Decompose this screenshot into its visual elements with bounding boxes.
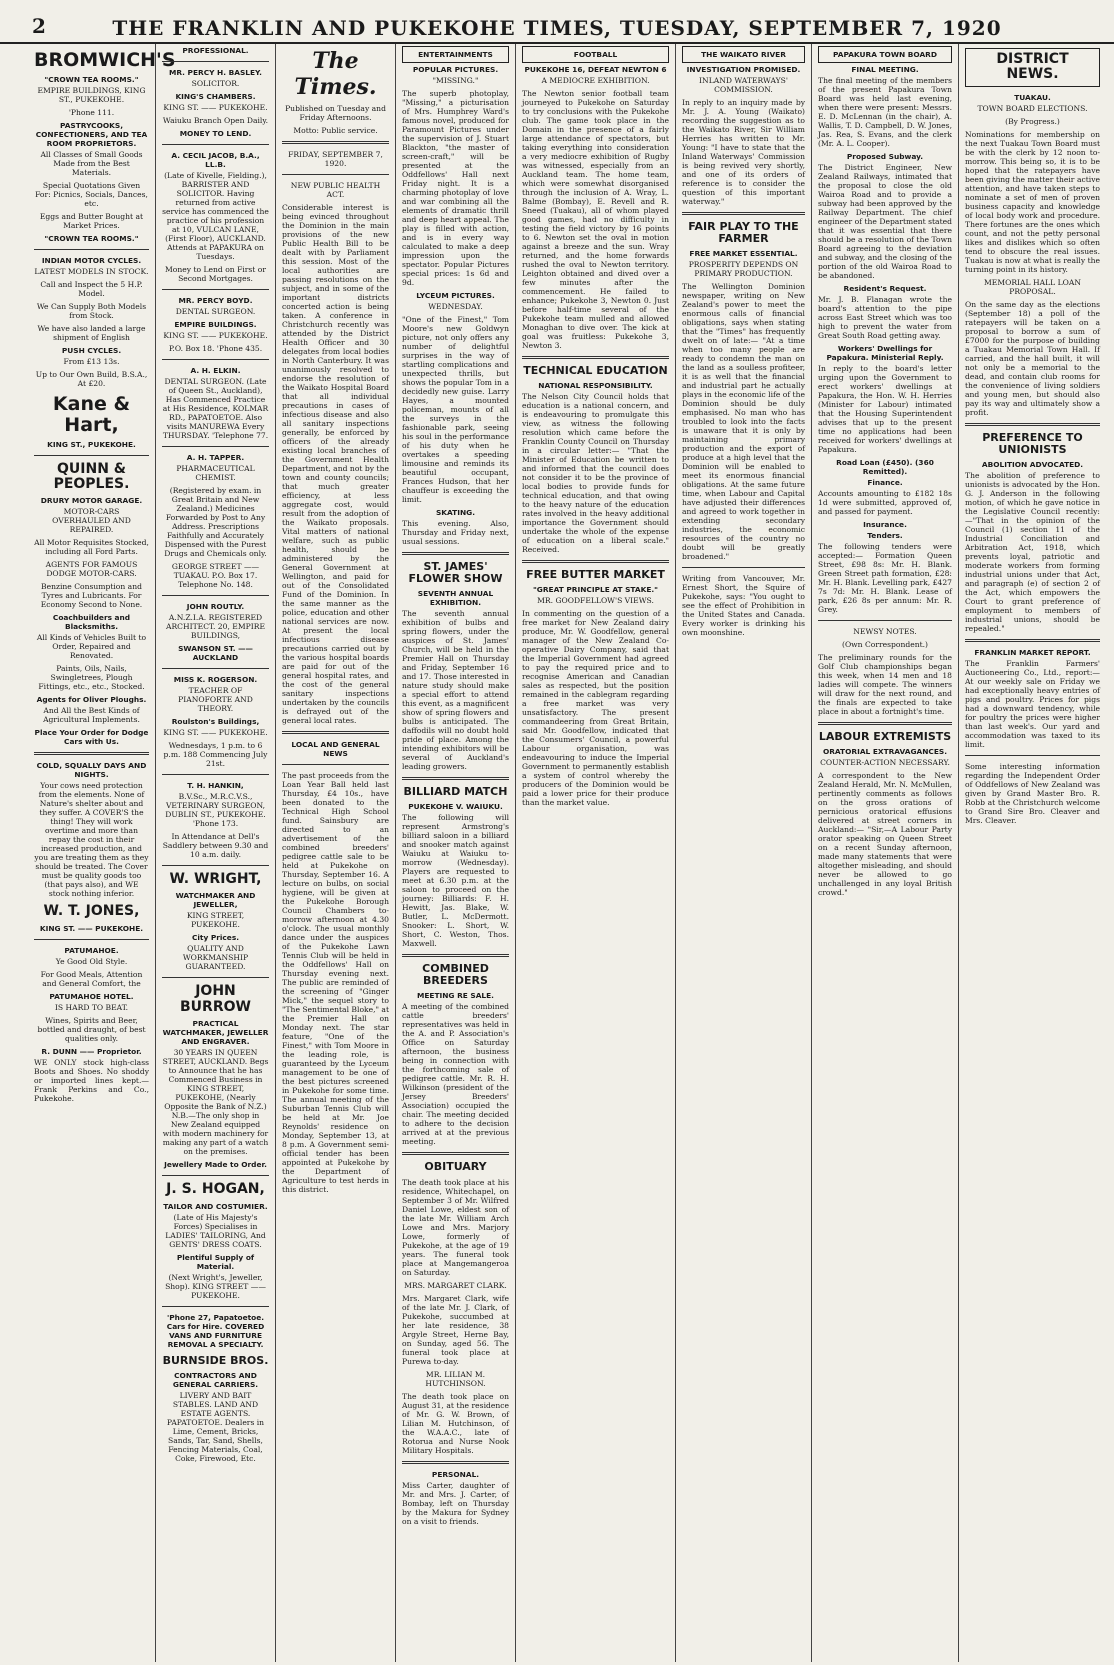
football-body: The Newton senior football team journeyed to Pukekohe on Saturday to try conclusions with the Pukekohe club. The game took place in the Domain in the presence of a fairly large attendance of spectators, but taking everything into consideration a very mediocre exhibition of Rugby was witnessed, especially from an Auckland team. The home team, which were somewhat disorganised through the inclusion of A. Wray, L. Balme (Bombay), E. Revell and R. Sneed (Tuakau), all of whom played good games, had no difficulty in testing the field victory by 16 points to 6. Newton set the oval in motion against a breeze and the sun. Wray returned, and the home forwards rushed the oval to Newton territory. Leighton obtained and dived over a few minutes after the commencement. He failed to enhance; Pukekohe 3, Newton 0. Just before half-time several of the Pukekohe team mulled and allowed Monaghan to dive over. The kick at goal was fruitless: Pukekohe 3, Newton 3. [522,89,669,350]
breeders-heading: COMBINED BREEDERS [422,962,489,988]
implements: And All the Best Kinds of Agricultural Implements. [43,706,140,725]
hogan-subtitle: TAILOR AND COSTUMIER. [163,1201,268,1211]
divider [34,752,149,755]
technical-body: The Nelson City Council holds that education is a national concern, and is endeavouring to promulgate this view, as witness the following resolution which came before the Franklin County Council on Thursday in a circular letter:— "That the Minister of Education be written to and informed that the council does not consider it to be the province of local bodies to provide funds for technical education, and that owing to the heavy nature of the education rates involved in the heavy additional importance the Government should undertake the whole of the expense of education on a liberal scale." Received. [522,392,669,555]
subway-body: The District Engineer, New Zealand Railways, intimated that the proposal to close the old Wairoa Road and to provide a subway had been approved by the Railway Department. The chief engineer of the Department stated that it was essential that there should be a resolution of the Town Board agreeing to the deviation and subway, and the closing of the portion of the old Wairoa Road to be abandoned. [818,163,952,280]
cold-days-heading: COLD, SQUALLY DAYS AND NIGHTS. [36,761,147,780]
district-news-heading: DISTRICT NEWS. [965,48,1100,87]
waiuku-branch: Waiuku Branch Open Daily. [162,116,269,125]
empire-buildings: EMPIRE BUILDINGS. [174,320,257,329]
hogan-address: (Next Wright's, Jeweller, Shop). KING STREET —— PUKEKOHE. [165,1272,266,1300]
breeders-subtitle: MEETING RE SALE. [417,991,494,1001]
routly-name: JOHN ROUTLY. [186,602,245,611]
health-body: Considerable interest is being evinced throughout the Dominion in the main provisions of the new Public Health Bill to be dealt with by Parliament this session. Most of the local authorities are passing resolutions on the subject, and in some of the important districts concerted action is being taken. A conference in Christchurch recently was attended by the District Health Officer and 30 delegates from local bodies in North Canterbury. It was unanimously resolved to endorse the resolution of the Waikato Hospital Board that all individual precautions in cases of infectious disease and also all sanitary inspections generally, be enforced by officers of the already existing local branches of the Government Health Department, and not by the town and county councils; that much greater efficiency, at less aggregate cost, would result from the adoption of the Waikato proposals. Vital matters of national welfare, such as public health, should be administered by the General Government at Wellington, and paid for out of the Consolidated Fund of the Dominion. In the same manner as the police, education and other national services are now. At present the local infectious disease precautions carried out by the various hospital boards are paid for out of the general hospital rates, and the cost of the general sanitary inspections undertaken by the councils is defrayed out of the general local rates. [282,203,389,725]
finance: Finance. [867,478,903,487]
jones-address: KING ST. —— PUKEKOHE. [39,923,144,933]
entertainments-heading: ENTERTAINMENTS [402,46,509,63]
page-number: 2 [32,14,46,38]
divider [402,1461,509,1464]
the-times-nameplate: The Times. [294,48,377,100]
divider [34,939,149,940]
divider [162,289,269,290]
burnside-body: LIVERY AND BAIT STABLES. LAND AND ESTATE AGENTS. PAPATOETOE. Dealers in Lime, Cement, Bricks, Sands, Tar, Sand, Shells, Fencing Materials, Coal, Coke, Firewood, Etc. [166,1390,265,1463]
wednesdays: Wednesdays, 1 p.m. to 6 p.m. 188 Commencing July 21st. [163,741,268,768]
divider [282,731,389,734]
clark-heading: MRS. MARGARET CLARK. [404,1280,507,1290]
dodge-order: Place Your Order for Dodge Cars with Us. [34,728,149,747]
boyd-po: P.O. Box 18. 'Phone 435. [168,344,263,353]
labour-heading: LABOUR EXTREMISTS [818,730,952,743]
lyceum-day: WEDNESDAY. [428,302,483,311]
preference-heading: PREFERENCE TO UNIONISTS [982,430,1083,456]
butter-heading: FREE BUTTER MARKET [526,568,665,582]
divider [522,356,669,359]
flower-show-body: The seventh annual exhibition of bulbs and spring flowers, under the auspices of St. James' Church, will be held in the Premier Hall on Thursday and Friday, September 16 and 17. Those interested in nature study should make a special effort to attend this event, as a magnificent show of spring flowers and bulbs is anticipated. The daffodils will no doubt hold pride of place. Among the intending exhibitors will be several of Auckland's leading growers. [402,609,509,772]
swanson-st: SWANSON ST. —— AUCKLAND [178,644,253,662]
column-4-entertainments [396,44,516,1662]
masthead [0,0,1114,44]
requisites: All Motor Requisites Stocked, including all Ford Parts. [34,538,149,557]
eggs-butter: Eggs and Butter Bought at Market Prices. [39,211,144,230]
boyd-address: KING ST. —— PUKEKOHE. [163,331,268,340]
butter-body: In commenting on the question of a free market for New Zealand dairy produce, Mr. W. Goodfellow, general manager of the New Zealand Co-operative Dairy Company, said that the Imperial Government had agreed to pay the required price and to recognise American and Canadian sales as respected, but the position remained in the cablegram regarding a free market was very unsatisfactory. The present commandeering from Great Britain, said Mr. Goodfellow, indicated that the Consumers' Council, a powerful Labour organisation, was endeavouring to induce the Imperial Government to permanently establish a system of control whereby the producers of the Dominion would be paid a lower price for their produce than the market value. [522,609,669,808]
hogan-heading: J. S. HOGAN, [166,1181,265,1198]
push-price: From £13 13s. [63,356,120,366]
memorial-body: On the same day as the elections (September 18) a poll of the ratepayers will be taken on a proposal to borrow a sum of £7000 for the purpose of building a Tuakau Memorial Town Hall. If carried, and the hall built, it will not only be a memorial to the dead, and contain club rooms for the convenience of living soldiers and young men, but should also pay its way and ultimately show a profit. [965,299,1100,417]
inland-waterways: INLAND WATERWAYS' COMMISSION. [699,76,788,94]
divider [34,455,149,456]
franklin-market: FRANKLIN MARKET REPORT. [974,647,1091,657]
benzine: Benzine Consumption and Tyres and Lubricants. For Economy Second to None. [40,582,143,610]
newsy-body: The preliminary rounds for the Golf Club championships began this week, when 14 men and 18 ladies will compete. The winners will draw for the next round, and the finals are expected to take place in about a fortnight's time. [818,653,952,716]
local-news-heading: LOCAL AND GENERAL NEWS [291,740,380,758]
finance-body: Accounts amounting to £182 18s 1d were submitted, approved of, and passed for payment. [818,489,952,516]
vehicles: All Kinds of Vehicles Built to Order, Repaired and Renovated. [36,633,147,661]
phone: 'Phone 111. [68,107,115,117]
burnside-heading: BURNSIDE BROS. [162,1353,269,1367]
personal-body: Miss Carter, daughter of Mr. and Mrs. J. Carter, of Bombay, left on Thursday by the Makura for Sydney on a visit to friends. [402,1480,509,1526]
divider [682,212,805,215]
divider [402,1152,509,1155]
editorial-date: FRIDAY, SEPTEMBER 7, 1920. [288,150,383,168]
counter-action: COUNTER-ACTION NECESSARY. [820,758,950,768]
coachbuilders: Coachbuilders and Blacksmiths. [52,613,131,632]
hutchinson-body: The death took place on August 31, at the residence of Mr. G. W. Brown, of Lilian M. Hutchinson, of the W.A.A.C., late of Rotorua and Nurse Nook Military Hospitals. [402,1391,509,1455]
crown-rooms: "CROWN TEA ROOMS." [44,74,139,84]
papakura-body: The final meeting of the members of the present Papakura Town Board was held last evening, when there were present: Messrs. E. D. McLennan (in the chair), A. Wallis, T. D. Campbell, D. W. Jones, Jas. Rea, S. Evans, and the clerk (Mr. A. L. Cooper). [818,76,952,148]
district-body: Nominations for membership on the next Tuakau Town Board must be with the clerk by 12 noon to-morrow. This being so, it is to be hoped that the ratepayers have been giving the matter their active attention, and have taken steps to nominate a set of men of proven business capacity and knowledge of local body work and procedure. There fortunes are the ones which count, and not the petty personal likes and dislikes which so often tend to obscure the real issues. Tuakau is now at what is really the turning point in its history. [965,129,1100,274]
own-build: Up to Our Own Build, B.S.A., At £20. [35,369,148,388]
missing-title: "MISSING." [432,76,479,85]
billiard-body: The following will represent Armstrong's billiard saloon in a billiard and snooker match against Waiuku at Waiuku to-morrow (Wednesday). Players are requested to meet at 6.30 p.m. at the saloon to proceed on the journey: Billiards: F. H. Hewitt, Jas. Blake, W. Butler, L. McDermott. Snooker: L. Short, W. Short, C. Weston, Thos. Maxwell. [402,813,509,949]
paints: Paints, Oils, Nails, Swingletrees, Plough Fittings, etc., etc., Stocked. [38,664,145,692]
motorcars: MOTOR-CARS OVERHAULED AND REPAIRED. [52,507,131,535]
published: Published on Tuesday and Friday Afternoons. [285,104,386,122]
quinn-peoples-heading: QUINN & PEOPLES. [53,460,130,493]
divider [162,1175,269,1176]
pharmaceutical: PHARMACEUTICAL CHEMIST. [176,464,255,482]
divider [162,865,269,866]
column-5-news [516,44,676,1662]
pastrycooks: PASTRYCOOKS, CONFECTIONERS, AND TEA ROOM PROPRIETORS. [35,120,148,148]
jacob-money: Money to Lend on First or Second Mortgages. [165,265,266,283]
watchmaker: WATCHMAKER AND JEWELLER, [175,891,256,910]
indian-motor-cycles: INDIAN MOTOR CYCLES. [41,255,142,265]
local-news-body: The past proceeds from the Loan Year Ball held last Thursday, £4 10s., have been donated to the Technical High School fund. Sainsbury are directed to an advertisement of the combined breeders' pedigree cattle sale to be held at Pukekohe on Thursday, September 16. A lecture on bulbs, on social hygiene, will be given at the Pukekohe Borough Council Chambers to-morrow afternoon at 4.30 o'clock. The usual monthly dance under the auspices of the Pukekohe Lawn Tennis Club will be held in the Oddfellows' Hall on Thursday evening next. The public are reminded of the screening of "Ginger Mick," the sequel story to "The Sentimental Bloke," at the Premier Hall on Monday next. The star feature, "One of the Finest," with Tom Moore in the leading role, is guaranteed by the Lyceum management to be one of the best pictures screened in Pukekohe for some time. The annual meeting of the Suburban Tennis Club will be held at Mr. Joe Reynolds' residence on Monday, September 13, at 8 p.m. A Government semi-official tender has been appointed at Pukekohe by the Department of Agriculture to test herds in this district. [282,771,390,1194]
own-correspondent: (Own Correspondent.) [841,640,929,649]
divider [162,359,269,360]
papakura-heading: PAPAKURA TOWN BOARD [818,46,952,63]
basley-address: KING ST. —— PUKEKOHE. [163,103,268,112]
divider [818,620,952,621]
waikato-heading: THE WAIKATO RIVER [682,46,805,63]
franklin-body: The Franklin Farmers' Auctioneering Co., Ltd., report:— At our weekly sale on Friday we had exceptionally heavy entries of pigs and poultry. Prices for pigs had a downward tendency, while for poultry the prices were higher than last week's. Our yard and accommodation was taxed to its limit. [965,658,1100,749]
burrow-subtitle: PRACTICAL WATCHMAKER, JEWELLER AND ENGRAVER. [162,1019,269,1047]
column-8-district-news [959,44,1106,1662]
mediocre: A MEDIOCRE EXHIBITION. [541,76,650,85]
missing-body: The superb photoplay, "Missing," a picturisation of Mrs. Humphrey Ward's famous novel, produced for Paramount Pictures under the supervision of J. Stuart Blackton, "the master of screen-craft," will be presented at the Oddfellows' Hall next Friday night. It is a charming photoplay of love and war combining all the elements of dramatic thrill and deep heart appeal. The play is filled with action, and is in every way calculated to make a deep impression upon the spectator. Popular Pictures special prices: 1s 6d and 9d. [402,89,509,287]
by-progress: (By Progress.) [1005,116,1060,126]
professional-heading: PROFESSIONAL. [182,46,249,55]
newspaper-title: THE FRANKLIN AND PUKEKOHE TIMES, TUESDAY, SEPTEMBER 7, 1920 [112,16,1002,40]
proposed-subway: Proposed Subway. [846,152,924,161]
skating-body: This evening. Also, Thursday and Friday next, usual sessions. [402,519,509,546]
rogerson-name: MISS K. ROGERSON. [173,675,258,684]
investigation: INVESTIGATION PROMISED. [686,65,801,74]
divider [402,777,509,780]
crown-rooms-2: "CROWN TEA ROOMS." [44,233,139,243]
small-goods: All Classes of Small Goods Made from the Best Materials. [40,149,143,177]
divider [162,595,269,596]
divider [522,560,669,563]
burrow-body: 30 YEARS IN QUEEN STREET, AUCKLAND. Begs to Announce that he has Commenced Business in KING STREET, PUKEKOHE, (Nearly Opposite the Bank of N.Z.) N.B.—The only shop in New Zealand equipped with modern machinery for making any part of a watch on the premises. [162,1048,269,1157]
breeders-body: A meeting of the combined cattle breeders' representatives was held in the A. and P. Association's Office on Saturday afternoon, the business being in connection with the forthcoming sale of pedigree cattle. Mr. R. H. Wilkinson (president of the Jersey Breeders' Association) occupied the chair. The meeting decided to adhere to the decision arrived at at the previous meeting. [402,1002,509,1147]
tapper-body: (Registered by exam. in Great Britain and New Zealand.) Medicines Forwarded by Post to Any Address. Prescriptions Faithfully and Accurately Dispensed with the Purest Drugs and Chemicals only. [164,486,267,558]
elkin-name: A. H. ELKIN. [190,366,241,375]
divider [282,764,389,765]
oddfellows: Some interesting information regarding the Independent Order of Oddfellows of New Zealand was given by Grand Master Bro. R. Robb at the Christchurch welcome to Grand Sire Bro. Cleaver and Mrs. Cleaver. [965,761,1100,825]
drury-garage: DRURY MOTOR GARAGE. [40,496,143,506]
tuakau: TUAKAU. [1014,92,1051,102]
vancouver-letter: Writing from Vancouver, Mr. Ernest Short, the Squire of Pukekohe, says: "You ought to see the effect of Prohibition in the United States and Canada. Every worker is drinking his own moonshine. [682,574,805,638]
football-result: PUKEKOHE 16, DEFEAT NEWTON 6 [524,65,667,74]
column-1-advertisements [28,44,176,1662]
jewellery-order: Jewellery Made to Order. [164,1160,267,1170]
final-meeting: FINAL MEETING. [851,65,919,74]
patumahoe: PATUMAHOE. [64,945,119,955]
motto: Motto: Public service. [293,126,378,135]
kane-hart-heading: Kane & Hart, [52,392,131,436]
hankin-body: B.V.Sc., M.R.C.V.S., VETERINARY SURGEON, DUBLIN ST., PUKEKOHE. 'Phone 173. [165,792,266,828]
push-cycles: PUSH CYCLES. [61,345,122,355]
call-inspect: Call and Inspect the 5 H.P. Model. [40,279,143,298]
hutchinson-heading: MR. LILIAN M. HUTCHINSON. [425,1369,486,1388]
oliver-ploughs: Agents for Oliver Ploughs. [36,695,147,705]
wright-address: KING STREET, PUKEKOHE. [186,911,245,930]
personal-heading: PERSONAL. [431,1469,480,1479]
divider [162,144,269,145]
divider [162,977,269,978]
good-meals: For Good Meals, Attention and General Comfort, the [40,969,143,988]
patumahoe-hotel: PATUMAHOE HOTEL. [49,991,134,1001]
column-6-news [676,44,812,1662]
divider [402,552,509,555]
memorial-hall: MEMORIAL HALL LOAN PROPOSAL. [984,277,1081,296]
boyd-name: MR. PERCY BOYD. [178,296,253,305]
roulston-buildings: Roulston's Buildings, [171,717,260,726]
fair-play-heading: FAIR PLAY TO THE FARMER [688,220,799,246]
hankin-name: T. H. HANKIN, [187,781,244,790]
routly-body: A.N.Z.I.A. REGISTERED ARCHITECT. 20, EMPIRE BUILDINGS, [165,613,265,640]
plentiful-supply: Plentiful Supply of Material. [176,1252,255,1271]
divider [162,1306,269,1307]
jacob-name: A. CECIL JACOB, B.A., LL.B. [171,151,260,169]
oratorical: ORATORIAL EXTRAVAGANCES. [822,747,948,757]
skating: SKATING. [435,508,476,517]
supply-models: We Can Supply Both Models from Stock. [36,301,147,320]
good-old-style: Ye Good Old Style. [55,956,128,966]
popular-pictures: POPULAR PICTURES. [412,65,499,74]
newsy-notes: NEWSY NOTES. [853,627,917,636]
billiard-heading: BILLIARD MATCH [403,785,508,799]
divider [682,567,805,568]
fair-play-body: The Wellington Dominion newspaper, writing on New Zealand's power to meet the enormous calls of financial obligations, says when stating that the "Times" has frequently dwelt on of late:— "At a time when too many people are ready to condemn the man on the land as a soulless profiteer, it is as well that the financial and industrial part he actually plays in the economic life of the Dominion should be duly emphasised. No man who has troubled to look into the facts is unaware that it is only by maintaining primary production and the export of produce at a high level that the Dominion will be enabled to meet its enormous financial obligations. At the same future time, when Labour and Capital have adjusted their differences and agreed to work together in extending secondary industries, the economic resources of the country no doubt will be greatly broadened." [682,282,805,562]
free-market-essential: FREE MARKET ESSENTIAL. [689,249,798,259]
kings-chambers: KING'S CHAMBERS. [175,92,256,101]
divider [402,954,509,957]
elkin-body: DENTAL SURGEON. (Late of Queen St., Auckland), Has Commenced Practice at His Residence, KOLMAR RD., PAPATOETOE. Also visits MANUREWA Every THURSDAY. 'Telephone 77. [162,377,269,440]
flower-show-heading: ST. JAMES' FLOWER SHOW [408,560,503,586]
columns [28,44,1106,1662]
resident-request: Resident's Request. [843,284,927,293]
divider [162,774,269,775]
labour-body: A correspondent to the New Zealand Herald, Mr. N. McMullen, pertinently comments as follows on the gross orations of pernicious oratorical effusions delivered at street corners in Auckland:— "Sir,—A Labour Party orator speaking on Queen Street on a recent Sunday afternoon, made many statements that were altogether misleading, and should never be allowed to go unchallenged in any loyal British crowd." [818,771,952,898]
burrow-heading: JOHN BURROW [180,983,251,1015]
divider [162,61,269,62]
column-2-professional [156,44,276,1662]
principle-at-stake: "GREAT PRINCIPLE AT STAKE." [532,585,659,595]
health-heading: NEW PUBLIC HEALTH ACT. [290,181,381,199]
waikato-body: In reply to an inquiry made by Mr. J. A. Young (Waikato) recording the suggestion as to the Waikato River, Sir William Herries has written to Mr. Young: "I have to state that the Inland Waterways' Commission is being revived very shortly, and one of its orders of reference is to consider the question of this important waterway." [682,98,805,206]
obituary-body: The death took place at his residence, Whitechapel, on September 3 of Mr. Wilfred Daniel Lowe, eldest son of the late Mr. William Arch Lowe and Mrs. Marjory Lowe, formerly of Pukekohe, at the age of 19 years. The funeral took place at Mangemangeroa on Saturday. [402,1177,509,1277]
road-loan: Road Loan (£450). (360 Remitted). [836,458,934,476]
billiard-subtitle: PUKEKOHE V. WAIUKU. [408,802,503,812]
dental-surgeon: DENTAL SURGEON. [175,307,256,316]
tenders-body: The following tenders were accepted:— Formation Queen Street, £98 8s: Mr. H. Blank. Green Street path formation, £28: Mr. H. Blank. Levelling park, £427 7s 7d: Mr. H. Blank. Lease of park, £26 8s per annum: Mr. R. Grey. [818,542,952,614]
prosperity: PROSPERITY DEPENDS ON PRIMARY PRODUCTION. [688,260,799,279]
covered-vans: 'Phone 27, Papatoetoe. Cars for Hire. COVERED VANS AND FURNITURE REMOVAL A SPECIALTY. [166,1312,265,1349]
agents-dodge: AGENTS FOR FAMOUS DODGE MOTOR-CARS. [45,560,138,579]
dunn-proprietor: R. DUNN —— Proprietor. [41,1046,142,1056]
insurance: Insurance. [863,520,907,529]
cold-days-body: Your cows need protection from the elements. None of Nature's shelter about and they suffer. A COVER'S the thing! They will work overtime and more than repay the cost in their increased production, and you are treating them as they should be treated. The Cover must be quality goods too (that pays also), and WE stock nothing inferior. [34,781,149,899]
column-3-editorial [276,44,396,1662]
workers-body: In reply to the board's letter urging upon the Government to erect workers' dwellings at Papakura, the Hon. W. H. Herries (Minister for Labour) intimated that the Housing Superintendent advises that up to the present time no applications had been received for workers' dwellings at Papakura. [818,364,952,454]
lyceum-body: "One of the Finest," Tom Moore's new Goldwyn picture, not only offers any number of delightful surprises in the way of startling complications and unexpected thrills, but shows the popular Tom in a decidedly new guise. Larry Hayes, a mounted policeman, mounts of all the surveys in the fashionable park, seeing his soul in the performance of his duty when he overtakes a speeding limousine and reminds its beautiful occupant, Frances Hudson, that her chauffeur is exceeding the limit. [402,315,509,504]
football-heading: FOOTBALL [522,46,669,63]
hard-to-beat: IS HARD TO BEAT. [54,1002,129,1012]
column-7-news [812,44,959,1662]
quotations: Special Quotations Given For: Picnics, Socials, Dances, etc. [35,180,148,208]
hankin-attendance: In Attendance at Dell's Saddlery between 9.30 and 10 a.m. daily. [162,832,269,859]
divider [282,174,389,175]
hogan-body: (Late of His Majesty's Forces) Specialises in LADIES' TAILORING, And GENTS' DRESS COATS. [165,1212,266,1249]
wright-heading: W. WRIGHT, [169,871,262,887]
preference-body: The abolition of preference to unionists is advocated by the Hon. G. J. Anderson in the following motion, of which he gave notice in the Legislative Council recently:—"That in the opinion of the Council (1) section 11 of the Industrial Conciliation and Arbitration Act, 1918, which prevents loyal, patriotic and moderate workers from forming industrial unions under that Act, and paragraph (e) of section 2 of the Act, which empowers the Court to grant preference of employment to members of industrial unions, should be repealed." [965,470,1100,633]
goodfellow-views: MR. GOODFELLOW'S VIEWS. [537,596,654,606]
landed-shipment: We have also landed a large shipment of English [37,323,146,342]
technical-heading: TECHNICAL EDUCATION [523,364,668,377]
burnside-subtitle: CONTRACTORS AND GENERAL CARRIERS. [172,1370,259,1389]
rogerson-body: TEACHER OF PIANOFORTE AND THEORY. [178,686,253,713]
kane-hart-address: KING ST., PUKEKOHE. [47,439,136,449]
divider [34,249,149,250]
roulston-address: KING ST. —— PUKEKOHE. [163,728,268,737]
divider [162,668,269,669]
basley-name: MR. PERCY H. BASLEY. [168,68,262,77]
clark-body: Mrs. Margaret Clark, wife of the late Mr. J. Clark, of Pukekohe, succumbed at her late residence, 38 Argyle Street, Herne Bay, on Sunday, aged 56. The funeral took place at Purewa to-day. [402,1293,509,1366]
resident-body: Mr. J. B. Flanagan wrote the board's attention to the pipe across East Street which was too high to prevent the water from Great South Road getting away. [818,295,952,340]
tenders: Tenders. [867,531,903,540]
seventh-exhibition: SEVENTH ANNUAL EXHIBITION. [417,589,494,608]
jacob-body: (Late of Kivelle, Fielding.), BARRISTER AND SOLICITOR. Having returned from active service has commenced the practice of his profession at 10, VULCAN LANE, (First Floor), AUCKLAND. Attends at PAPAKURA on Tuesdays. [162,171,269,261]
boots-notice: WE ONLY stock high-class Boots and Shoes. No shoddy or imported lines kept.—Frank Perkins and Co., Pukekohe. [34,1057,149,1103]
solicitor: SOLICITOR. [191,79,240,88]
town-board-elections: TOWN BOARD ELECTIONS. [977,103,1088,113]
tapper-name: A. H. TAPPER. [186,453,245,462]
empire-address: EMPIRE BUILDINGS, KING ST., PUKEKOHE. [37,85,146,104]
obituary-heading: OBITUARY [424,1160,487,1174]
national-responsibility: NATIONAL RESPONSIBILITY. [538,381,653,391]
abolition: ABOLITION ADVOCATED. [981,459,1084,469]
quality-guaranteed: QUALITY AND WORKMANSHIP GUARANTEED. [182,944,249,972]
divider [818,722,952,725]
lyceum-pictures: LYCEUM PICTURES. [416,291,495,300]
jones-heading: W. T. JONES, [43,903,140,920]
tapper-address: GEORGE STREET —— TUAKAU. P.O. Box 17. Telephone No. 148. [171,562,260,589]
city-prices: City Prices. [191,933,240,943]
bromwich-heading: BROMWICH'S [34,49,176,71]
divider [162,446,269,447]
divider [965,755,1100,756]
wines-spirits: Wines, Spirits and Beer, bottled and draught, of best qualities only. [37,1015,146,1043]
money-to-lend: MONEY TO LEND. [179,129,252,138]
divider [282,141,389,144]
latest-models: LATEST MODELS IN STOCK. [34,266,149,276]
divider [965,639,1100,642]
divider [965,423,1100,426]
workers-dwellings: Workers' Dwellings for Papakura. Ministerial Reply. [826,344,944,362]
